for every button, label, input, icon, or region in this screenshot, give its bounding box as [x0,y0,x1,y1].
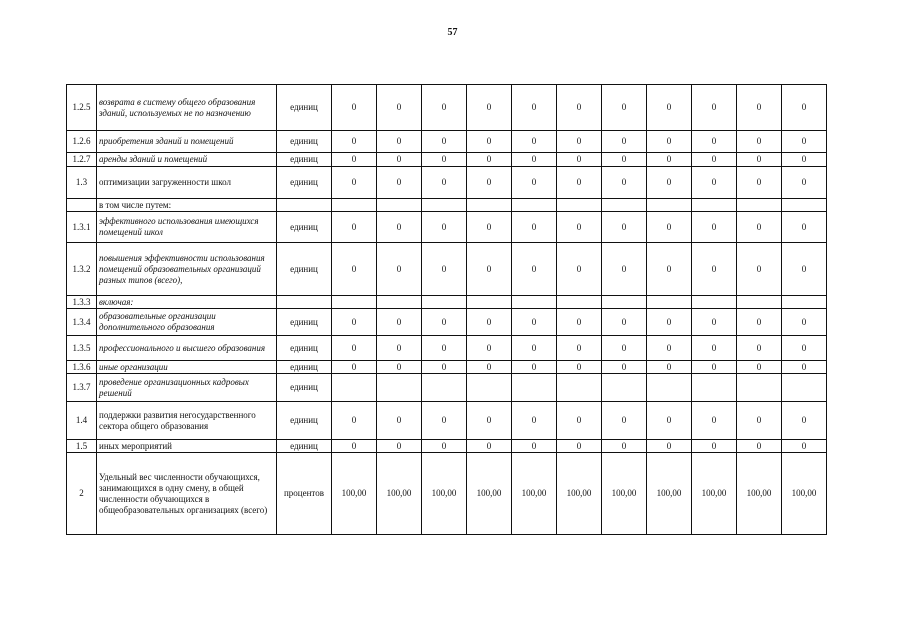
row-number: 1.3.6 [67,361,97,374]
row-number: 1.3.7 [67,374,97,402]
value-cell: 0 [782,361,827,374]
value-cell: 0 [467,402,512,440]
page-number: 57 [447,27,458,38]
value-cell: 0 [467,153,512,167]
unit-cell: процентов [277,453,332,535]
value-cell [422,296,467,309]
value-cell: 0 [332,402,377,440]
indicator-name: оптимизации загруженности школ [97,167,277,199]
value-cell: 100,00 [512,453,557,535]
value-cell: 0 [512,153,557,167]
value-cell: 0 [512,167,557,199]
value-cell: 0 [557,440,602,453]
value-cell [557,199,602,212]
value-cell: 0 [602,131,647,153]
unit-cell [277,199,332,212]
value-cell [737,199,782,212]
value-cell: 100,00 [737,453,782,535]
row-number: 1.3.1 [67,212,97,243]
indicator-name: образовательные организации дополнительного образования [97,309,277,336]
value-cell: 100,00 [557,453,602,535]
value-cell: 0 [512,309,557,336]
table-row [67,199,827,212]
value-cell: 0 [422,131,467,153]
value-cell: 100,00 [332,453,377,535]
value-cell [332,296,377,309]
value-cell [782,296,827,309]
indicator-name: в том числе путем: [97,199,277,212]
value-cell: 0 [647,402,692,440]
indicator-name: приобретения зданий и помещений [97,131,277,153]
unit-cell: единиц [277,85,332,131]
table-row [67,336,827,361]
row-number [67,199,97,212]
value-cell: 0 [377,361,422,374]
value-cell [782,374,827,402]
value-cell [422,374,467,402]
value-cell: 0 [647,85,692,131]
value-cell: 0 [377,131,422,153]
value-cell: 0 [602,336,647,361]
value-cell [332,199,377,212]
value-cell: 0 [557,243,602,296]
unit-cell: единиц [277,440,332,453]
value-cell: 0 [467,212,512,243]
value-cell: 0 [737,402,782,440]
value-cell: 0 [557,131,602,153]
value-cell: 0 [332,85,377,131]
value-cell: 0 [737,167,782,199]
value-cell [377,199,422,212]
value-cell: 0 [782,131,827,153]
value-cell: 0 [422,212,467,243]
unit-cell: единиц [277,374,332,402]
value-cell [332,374,377,402]
value-cell [647,296,692,309]
value-cell: 0 [467,440,512,453]
table-row [67,131,827,153]
value-cell: 0 [782,309,827,336]
value-cell: 0 [692,440,737,453]
value-cell: 0 [737,131,782,153]
unit-cell: единиц [277,153,332,167]
value-cell: 100,00 [422,453,467,535]
value-cell: 0 [692,243,737,296]
value-cell: 0 [332,361,377,374]
value-cell [737,296,782,309]
value-cell: 0 [737,153,782,167]
row-number: 1.4 [67,402,97,440]
value-cell: 0 [692,85,737,131]
value-cell: 0 [422,336,467,361]
value-cell: 0 [422,153,467,167]
value-cell: 0 [422,402,467,440]
value-cell: 0 [692,402,737,440]
value-cell: 0 [377,85,422,131]
table-row [67,374,827,402]
value-cell: 0 [332,212,377,243]
value-cell: 0 [692,309,737,336]
value-cell: 0 [737,440,782,453]
value-cell [557,296,602,309]
value-cell: 0 [782,85,827,131]
table-row [67,85,827,131]
unit-cell: единиц [277,361,332,374]
value-cell: 0 [647,336,692,361]
value-cell: 0 [602,167,647,199]
value-cell: 100,00 [602,453,647,535]
value-cell: 0 [557,153,602,167]
value-cell [602,374,647,402]
row-number: 1.5 [67,440,97,453]
row-number: 1.3.4 [67,309,97,336]
value-cell: 0 [737,361,782,374]
value-cell: 0 [467,309,512,336]
value-cell [377,296,422,309]
value-cell: 0 [737,243,782,296]
row-number: 1.3.2 [67,243,97,296]
indicator-name: включая: [97,296,277,309]
value-cell: 0 [332,131,377,153]
value-cell: 0 [512,402,557,440]
value-cell: 0 [467,167,512,199]
row-number: 1.2.7 [67,153,97,167]
value-cell [782,199,827,212]
value-cell: 0 [692,361,737,374]
row-number: 1.3.5 [67,336,97,361]
value-cell: 0 [467,85,512,131]
value-cell: 0 [422,167,467,199]
indicator-table [66,84,827,535]
value-cell: 0 [737,85,782,131]
row-number: 1.3 [67,167,97,199]
value-cell [377,374,422,402]
value-cell: 0 [647,212,692,243]
value-cell: 0 [782,336,827,361]
indicator-name: аренды зданий и помещений [97,153,277,167]
value-cell [692,296,737,309]
value-cell: 0 [782,153,827,167]
value-cell: 0 [692,167,737,199]
value-cell: 0 [782,212,827,243]
value-cell: 0 [692,153,737,167]
value-cell: 0 [332,153,377,167]
value-cell: 100,00 [782,453,827,535]
value-cell: 100,00 [647,453,692,535]
value-cell: 0 [467,361,512,374]
value-cell: 100,00 [377,453,422,535]
value-cell: 0 [377,212,422,243]
value-cell: 0 [647,131,692,153]
value-cell: 0 [512,131,557,153]
row-number: 1.2.5 [67,85,97,131]
value-cell [557,374,602,402]
value-cell: 0 [467,336,512,361]
value-cell: 0 [422,85,467,131]
table-row [67,361,827,374]
unit-cell: единиц [277,212,332,243]
unit-cell: единиц [277,167,332,199]
value-cell: 0 [512,440,557,453]
value-cell [737,374,782,402]
value-cell: 0 [467,243,512,296]
value-cell: 0 [332,440,377,453]
value-cell: 0 [422,361,467,374]
value-cell [422,199,467,212]
unit-cell: единиц [277,402,332,440]
table-row [67,167,827,199]
value-cell: 0 [557,361,602,374]
value-cell: 0 [647,440,692,453]
table-row [67,309,827,336]
value-cell: 0 [602,440,647,453]
unit-cell: единиц [277,131,332,153]
value-cell [647,374,692,402]
value-cell: 0 [602,402,647,440]
value-cell: 0 [737,309,782,336]
value-cell: 0 [377,336,422,361]
value-cell: 0 [602,309,647,336]
value-cell [512,374,557,402]
value-cell: 0 [557,167,602,199]
value-cell: 0 [692,131,737,153]
table-row [67,212,827,243]
value-cell [467,199,512,212]
row-number: 2 [67,453,97,535]
unit-cell [277,296,332,309]
indicator-name: эффективного использования имеющихся помещений школ [97,212,277,243]
value-cell: 0 [647,153,692,167]
value-cell: 0 [332,336,377,361]
value-cell: 0 [647,309,692,336]
value-cell: 0 [602,85,647,131]
table-row [67,440,827,453]
value-cell: 0 [557,309,602,336]
value-cell: 0 [512,243,557,296]
value-cell: 0 [647,361,692,374]
indicator-name: иных мероприятий [97,440,277,453]
value-cell: 0 [377,402,422,440]
value-cell: 0 [602,361,647,374]
value-cell: 0 [377,153,422,167]
indicator-name: Удельный вес численности обучающихся, занимающихся в одну смену, в общей численности обучающихся в общеобразовательных организациях (всего) [97,453,277,535]
value-cell: 0 [377,440,422,453]
unit-cell: единиц [277,243,332,296]
value-cell: 0 [557,336,602,361]
value-cell: 0 [377,167,422,199]
table-row [67,296,827,309]
value-cell: 0 [512,336,557,361]
indicator-name: иные организации [97,361,277,374]
value-cell: 0 [422,243,467,296]
value-cell: 0 [782,167,827,199]
value-cell: 0 [782,440,827,453]
indicator-name: поддержки развития негосударственного сектора общего образования [97,402,277,440]
value-cell: 0 [692,212,737,243]
value-cell [467,374,512,402]
row-number: 1.2.6 [67,131,97,153]
value-cell: 100,00 [467,453,512,535]
value-cell: 0 [782,402,827,440]
unit-cell: единиц [277,309,332,336]
value-cell [692,199,737,212]
table-row [67,402,827,440]
value-cell: 0 [377,309,422,336]
value-cell: 0 [467,131,512,153]
value-cell: 0 [512,212,557,243]
table-row [67,243,827,296]
value-cell: 0 [692,336,737,361]
value-cell [692,374,737,402]
indicator-name: возврата в систему общего образования зданий, используемых не по назначению [97,85,277,131]
table-row [67,153,827,167]
indicator-name: повышения эффективности использования помещений образовательных организаций разных типов (всего), [97,243,277,296]
value-cell: 0 [512,85,557,131]
value-cell: 0 [557,212,602,243]
value-cell: 0 [602,243,647,296]
value-cell: 0 [557,402,602,440]
row-number: 1.3.3 [67,296,97,309]
indicator-name: профессионального и высшего образования [97,336,277,361]
value-cell: 0 [737,212,782,243]
value-cell [602,199,647,212]
indicator-name: проведение организационных кадровых решений [97,374,277,402]
value-cell: 0 [737,336,782,361]
value-cell: 0 [422,309,467,336]
value-cell [512,296,557,309]
value-cell: 0 [377,243,422,296]
value-cell: 0 [647,243,692,296]
value-cell: 0 [782,243,827,296]
value-cell [512,199,557,212]
value-cell [467,296,512,309]
table-row [67,453,827,535]
value-cell: 0 [647,167,692,199]
value-cell [602,296,647,309]
value-cell: 0 [557,85,602,131]
value-cell: 0 [602,212,647,243]
value-cell: 0 [422,440,467,453]
value-cell: 100,00 [692,453,737,535]
value-cell: 0 [332,243,377,296]
value-cell: 0 [332,167,377,199]
value-cell: 0 [512,361,557,374]
value-cell [647,199,692,212]
value-cell: 0 [332,309,377,336]
unit-cell: единиц [277,336,332,361]
value-cell: 0 [602,153,647,167]
